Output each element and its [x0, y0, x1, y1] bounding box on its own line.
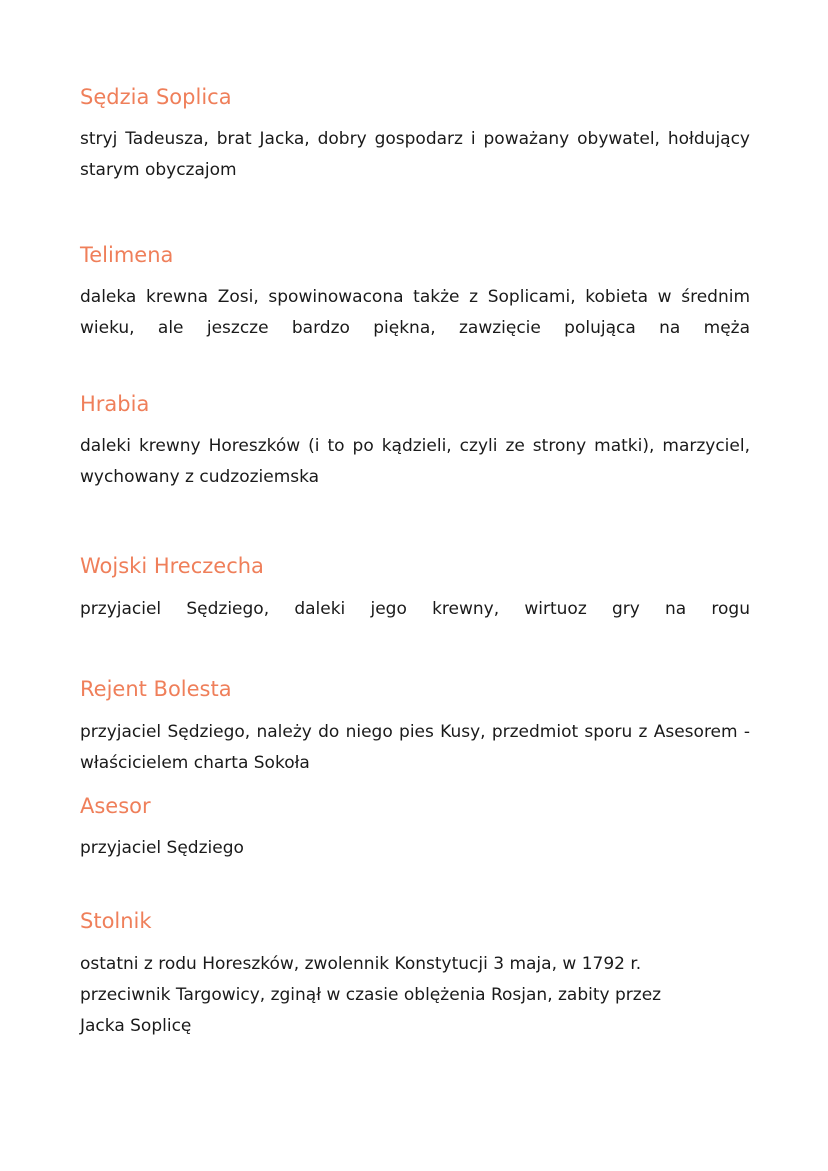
character-name: Sędzia Soplica — [80, 85, 232, 109]
character-description: przyjaciel Sędziego — [80, 838, 244, 858]
character-name: Rejent Bolesta — [80, 677, 232, 701]
character-name: Asesor — [80, 794, 151, 818]
character-name: Hrabia — [80, 392, 150, 416]
character-description: ostatni z rodu Horeszków, zwolennik Konstytucji 3 maja, w 1792 r. przeciwnik Targowicy, zginął w czasie oblężenia Rosjan, zabity przez Jacka Soplicę — [80, 954, 662, 1036]
character-description: stryj Tadeusza, brat Jacka, dobry gospodarz i poważany obywatel, hołdujący starym obyczajom — [80, 129, 750, 180]
character-description: daleka krewna Zosi, spowinowacona także z Soplicami, kobieta w średnim wieku, ale jeszcze bardzo piękna, zawzięcie polująca na męża — [80, 287, 750, 338]
character-name: Stolnik — [80, 909, 152, 933]
character-description: przyjaciel Sędziego, należy do niego pies Kusy, przedmiot sporu z Asesorem - właścicielem charta Sokoła — [80, 722, 750, 773]
character-name: Wojski Hreczecha — [80, 554, 264, 578]
character-description: daleki krewny Horeszków (i to po kądzieli, czyli ze strony matki), marzyciel, wychowany z cudzoziemska — [80, 436, 750, 487]
character-name: Telimena — [80, 243, 174, 267]
character-description: przyjaciel Sędziego, daleki jego krewny, wirtuoz gry na rogu — [80, 599, 750, 619]
